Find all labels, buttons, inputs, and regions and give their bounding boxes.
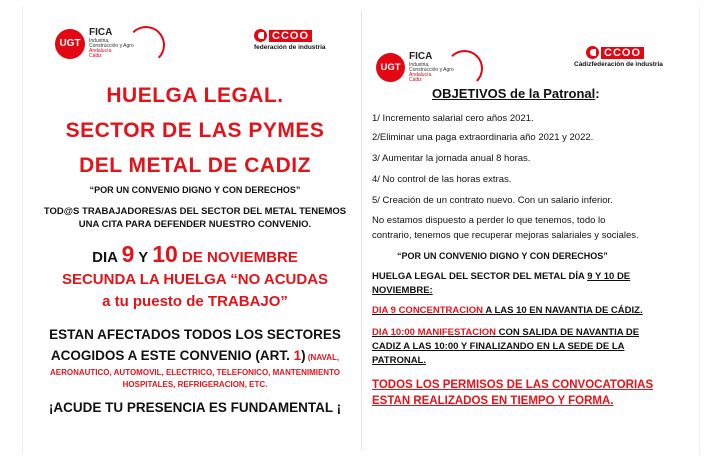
demonstration-line-1: CON SALIDA DE NAVANTIA DE <box>496 327 640 338</box>
call-line-1: TOD@S TRABAJADORES/AS DEL SECTOR DEL METAL TENEMOS <box>43 206 347 217</box>
fica-label: FICA <box>89 27 113 38</box>
ugt-fica-logo-right <box>376 52 454 84</box>
ccoo-flag-icon <box>254 29 267 42</box>
fica-region-right: Andalucía <box>409 72 432 78</box>
fica-arc-icon-right <box>446 50 483 87</box>
strike-info-text: HUELGA LEGAL DEL SECTOR DEL METAL DÍA <box>372 271 588 282</box>
not-willing-line-1: No estamos dispuesto a perder lo que tenemos, todo lo <box>372 215 606 226</box>
not-willing-line-2: contrario, tenemos que recuperar mejoras salariales y sociales. <box>372 230 639 241</box>
ugt-logo-text-right: UGT <box>380 62 401 74</box>
sectors-list-c: HOSPITALES, REFRIGERACION, ETC. <box>122 380 268 389</box>
closing-message: ¡ACUDE TU PRESENCIA ES FUNDAMENTAL ¡ <box>48 400 342 415</box>
demonstration-line-2: CADIZ A LAS 10:00 Y FINALIZANDO EN LA SEDE DE LA <box>372 341 625 352</box>
date-prefix: DIA <box>92 249 122 266</box>
strike-info <box>372 270 672 298</box>
strike-days: 9 Y 10 DE <box>587 271 631 282</box>
affected-line-2-text: ACOGIDOS A ESTE CONVENIO (ART. <box>50 348 294 363</box>
sectors-list-a: (NAVAL, <box>305 353 340 362</box>
demonstration-red: DIA 10:00 MANIFESTACION <box>372 327 497 338</box>
objective-4: 4/ No control de las horas extras. <box>372 174 512 185</box>
left-slogan: “POR UN CONVENIO DIGNO Y CON DERECHOS” <box>89 185 301 195</box>
strike-line-2: a tu puesto de TRABAJO” <box>102 293 288 310</box>
fica-sub1: Industria, <box>89 37 110 44</box>
permits-line-1: TODOS LOS PERMISOS DE LAS CONVOCATORIAS <box>372 379 654 391</box>
objectives-heading <box>432 86 600 101</box>
main-title <box>30 78 360 183</box>
ugt-logo-icon <box>55 29 85 59</box>
affected-sectors <box>30 324 360 368</box>
permits-notice <box>372 377 672 409</box>
cadiz-label: Cádiz <box>574 61 592 68</box>
fica-sub2-right: Construcción y Agro <box>409 66 454 73</box>
sectors-list <box>30 367 360 391</box>
left-call-text <box>30 205 360 231</box>
objective-1: 1/ Incremento salarial cero años 2021. <box>372 113 534 124</box>
ccoo-wordmark: CCOO <box>269 30 312 42</box>
strike-month: NOVIEMBRE: <box>372 285 433 296</box>
date-day-1: 9 <box>121 241 135 267</box>
affected-line-1: ESTAN AFECTADOS TODOS LOS SECTORES <box>49 327 341 342</box>
strike-date <box>30 241 360 268</box>
ccoo-logo-left <box>254 29 326 51</box>
date-day-2: 10 <box>152 241 178 267</box>
ccoo-wordmark-right: CCOO <box>601 47 644 59</box>
ugt-fica-logo-left <box>55 28 134 60</box>
fica-region2-right: Cádiz <box>409 77 422 84</box>
ugt-logo-icon-right <box>376 53 405 82</box>
objective-3: 3/ Aumentar la jornada anual 8 horas. <box>372 153 531 164</box>
demonstration-line-3: PATRONAL. <box>372 355 427 366</box>
not-willing-text <box>372 213 672 243</box>
article-number: 1 <box>293 348 302 363</box>
affected-paren: ) <box>301 348 306 363</box>
fica-arc-icon <box>127 26 165 64</box>
column-divider <box>361 10 362 450</box>
ccoo-logo-right <box>574 46 663 68</box>
concentration-info <box>372 305 672 316</box>
concentration-text: A LAS 10 EN NAVANTIA DE CÁDIZ. <box>485 305 643 316</box>
strike-call <box>30 269 360 313</box>
fica-region2: Cádiz <box>89 53 102 60</box>
fica-label-right: FICA <box>409 51 433 62</box>
federacion-label-right <box>574 61 663 68</box>
date-month: DE NOVIEMBRE <box>177 249 298 266</box>
title-line-2: SECTOR DE LAS PYMES <box>65 119 325 142</box>
fica-sub1-right: Industria, <box>409 61 430 68</box>
permits-line-2: ESTAN REALIZADOS EN TIEMPO Y FORMA. <box>372 395 614 407</box>
date-and: Y <box>134 249 153 266</box>
objectives-title: OBJETIVOS de la Patronal <box>432 86 596 101</box>
right-slogan: “POR UN CONVENIO DIGNO Y CON DERECHOS” <box>397 251 608 261</box>
title-line-3: DEL METAL DE CADIZ <box>79 154 311 177</box>
ugt-logo-text: UGT <box>59 38 81 50</box>
objective-5: 5/ Creación de un contrato nuevo. Con un salario inferior. <box>372 195 613 206</box>
fica-sub2: Construcción y Agro <box>89 42 134 49</box>
objective-2: 2/Eliminar una paga extraordinaria año 2021 y 2022. <box>372 132 594 143</box>
call-line-2: UNA CITA PARA DEFENDER NUESTRO CONVENIO. <box>78 219 312 230</box>
concentration-red: DIA 9 CONCENTRACION <box>372 305 486 316</box>
federacion-text-right: federación de industria <box>591 61 663 68</box>
affected-line-2 <box>30 345 360 368</box>
strike-line-1: SECUNDA LA HUELGA “NO ACUDAS <box>61 271 329 288</box>
sectors-list-b: AERONAUTICO, AUTOMOVIL, ELECTRICO, TELEFONICO, MANTENIMIENTO <box>49 368 341 377</box>
ccoo-flag-icon-right <box>586 46 599 59</box>
objectives-colon: : <box>595 86 600 101</box>
title-line-1: HUELGA LEGAL. <box>106 84 284 107</box>
demonstration-info <box>372 326 672 368</box>
federacion-label: federación de industria <box>254 44 326 51</box>
fica-region: Andalucía <box>89 48 112 54</box>
